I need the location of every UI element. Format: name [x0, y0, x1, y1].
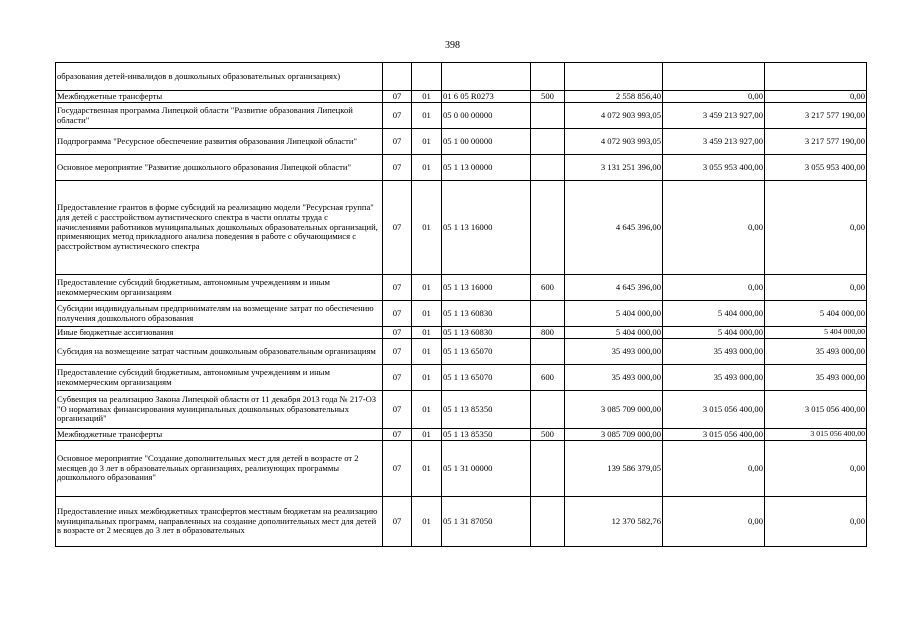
cell-target-code: 05 1 13 65070 [442, 339, 531, 365]
cell-amount-1: 2 558 856,40 [565, 91, 663, 103]
cell-expense-type: 600 [531, 365, 565, 391]
cell-expense-type [531, 339, 565, 365]
cell-amount-2: 3 055 953 400,00 [663, 155, 765, 181]
cell-section: 07 [383, 91, 412, 103]
cell-name: Предоставление субсидий бюджетным, автономным учреждениям и иным некоммерческим организациям [56, 365, 383, 391]
cell-amount-2: 5 404 000,00 [663, 327, 765, 339]
cell-amount-2: 0,00 [663, 181, 765, 275]
cell-amount-1: 12 370 582,76 [565, 497, 663, 547]
cell-target-code: 05 1 13 85350 [442, 429, 531, 441]
cell-subsection: 01 [412, 91, 442, 103]
cell-amount-1: 3 085 709 000,00 [565, 429, 663, 441]
cell-amount-3: 35 493 000,00 [765, 339, 867, 365]
cell-name: Субвенция на реализацию Закона Липецкой области от 11 декабря 2013 года № 217-ОЗ "О нормативах финансирования муниципальных дошкольных образовательных организаций" [56, 391, 383, 429]
cell-name: Межбюджетные трансферты [56, 429, 383, 441]
cell-amount-1: 5 404 000,00 [565, 327, 663, 339]
cell-name: Подпрограмма "Ресурсное обеспечение развития образования Липецкой области" [56, 129, 383, 155]
cell-amount-2: 5 404 000,00 [663, 301, 765, 327]
cell-amount-1: 3 085 709 000,00 [565, 391, 663, 429]
cell-target-code: 05 1 13 00000 [442, 155, 531, 181]
cell-amount-3: 0,00 [765, 497, 867, 547]
cell-subsection: 01 [412, 327, 442, 339]
cell-amount-2: 0,00 [663, 91, 765, 103]
budget-table [55, 62, 867, 547]
cell-amount-2: 3 015 056 400,00 [663, 429, 765, 441]
cell-section: 07 [383, 365, 412, 391]
cell-name: образования детей-инвалидов в дошкольных образовательных организациях) [56, 63, 383, 91]
cell-subsection: 01 [412, 181, 442, 275]
table-row [56, 275, 867, 301]
cell-name: Предоставление субсидий бюджетным, автономным учреждениям и иным некоммерческим организациям [56, 275, 383, 301]
cell-amount-1: 35 493 000,00 [565, 339, 663, 365]
cell-target-code: 05 1 31 00000 [442, 441, 531, 497]
cell-expense-type [531, 129, 565, 155]
cell-name: Основное мероприятие "Развитие дошкольного образования Липецкой области" [56, 155, 383, 181]
cell-amount-3: 0,00 [765, 91, 867, 103]
cell-target-code: 05 1 00 00000 [442, 129, 531, 155]
cell-amount-2: 0,00 [663, 275, 765, 301]
cell-name: Иные бюджетные ассигнования [56, 327, 383, 339]
cell-amount-2: 35 493 000,00 [663, 365, 765, 391]
cell-target-code: 05 1 13 16000 [442, 181, 531, 275]
cell-amount-2: 0,00 [663, 441, 765, 497]
cell-amount-1 [565, 63, 663, 91]
cell-subsection: 01 [412, 339, 442, 365]
table-row [56, 155, 867, 181]
cell-expense-type: 600 [531, 275, 565, 301]
cell-section [383, 63, 412, 91]
table-row [56, 365, 867, 391]
cell-section: 07 [383, 301, 412, 327]
table-row [56, 339, 867, 365]
table-row [56, 103, 867, 129]
table-row [56, 91, 867, 103]
cell-target-code: 05 1 13 85350 [442, 391, 531, 429]
cell-name: Предоставление иных межбюджетных трансфертов местным бюджетам на реализацию муниципальных программ, направленных на создание дополнительных мест для детей в возрасте от 2 месяцев до 3 лет в образовательных [56, 497, 383, 547]
cell-section: 07 [383, 181, 412, 275]
cell-section: 07 [383, 441, 412, 497]
cell-amount-1: 4 072 903 993,05 [565, 129, 663, 155]
cell-amount-2: 3 459 213 927,00 [663, 129, 765, 155]
cell-amount-1: 5 404 000,00 [565, 301, 663, 327]
cell-section: 07 [383, 429, 412, 441]
cell-expense-type [531, 391, 565, 429]
cell-amount-3: 0,00 [765, 181, 867, 275]
cell-name: Межбюджетные трансферты [56, 91, 383, 103]
cell-subsection: 01 [412, 429, 442, 441]
cell-subsection: 01 [412, 497, 442, 547]
cell-amount-1: 4 072 903 993,05 [565, 103, 663, 129]
cell-amount-1: 4 645 396,00 [565, 181, 663, 275]
cell-section: 07 [383, 103, 412, 129]
cell-amount-1: 139 586 379,05 [565, 441, 663, 497]
cell-section: 07 [383, 327, 412, 339]
cell-amount-3: 0,00 [765, 275, 867, 301]
cell-amount-3 [765, 63, 867, 91]
page-number: 398 [445, 40, 460, 51]
cell-amount-3: 3 015 056 400,00 [765, 429, 867, 441]
table-row [56, 391, 867, 429]
cell-name: Основное мероприятие "Создание дополнительных мест для детей в возрасте от 2 месяцев до 3 лет в образовательных организациях, реализующих программы дошкольного образования" [56, 441, 383, 497]
cell-amount-3: 3 217 577 190,00 [765, 103, 867, 129]
table-row [56, 327, 867, 339]
cell-section: 07 [383, 497, 412, 547]
cell-name: Субсидия на возмещение затрат частным дошкольным образовательным организациям [56, 339, 383, 365]
cell-amount-3: 0,00 [765, 441, 867, 497]
cell-amount-3: 3 217 577 190,00 [765, 129, 867, 155]
cell-expense-type: 500 [531, 429, 565, 441]
cell-target-code: 05 1 13 65070 [442, 365, 531, 391]
table-row [56, 301, 867, 327]
cell-subsection: 01 [412, 301, 442, 327]
cell-amount-2: 3 459 213 927,00 [663, 103, 765, 129]
cell-section: 07 [383, 339, 412, 365]
cell-expense-type [531, 301, 565, 327]
cell-amount-3: 5 404 000,00 [765, 327, 867, 339]
cell-amount-2: 35 493 000,00 [663, 339, 765, 365]
cell-target-code: 01 6 05 R0273 [442, 91, 531, 103]
cell-expense-type [531, 181, 565, 275]
table-row [56, 497, 867, 547]
cell-target-code: 05 1 13 16000 [442, 275, 531, 301]
cell-expense-type: 800 [531, 327, 565, 339]
cell-section: 07 [383, 129, 412, 155]
cell-amount-2 [663, 63, 765, 91]
cell-section: 07 [383, 391, 412, 429]
cell-amount-1: 35 493 000,00 [565, 365, 663, 391]
cell-amount-2: 0,00 [663, 497, 765, 547]
cell-target-code: 05 0 00 00000 [442, 103, 531, 129]
table-row [56, 181, 867, 275]
cell-subsection: 01 [412, 129, 442, 155]
cell-name: Государственная программа Липецкой области "Развитие образования Липецкой области" [56, 103, 383, 129]
cell-subsection [412, 63, 442, 91]
cell-subsection: 01 [412, 441, 442, 497]
cell-section: 07 [383, 155, 412, 181]
cell-name: Предоставление грантов в форме субсидий на реализацию модели "Ресурсная группа" для детей с расстройством аутистического спектра в части оплаты труда с начислениями работников муниципальных дошкольных образовательных организаций, применяющих метод прикладного анализа поведения в работе с обучающимися с расстройством аутистического спектра [56, 181, 383, 275]
table-row [56, 63, 867, 91]
cell-amount-2: 3 015 056 400,00 [663, 391, 765, 429]
cell-subsection: 01 [412, 391, 442, 429]
cell-target-code: 05 1 13 60830 [442, 301, 531, 327]
cell-amount-3: 3 015 056 400,00 [765, 391, 867, 429]
cell-expense-type [531, 155, 565, 181]
table-row [56, 441, 867, 497]
table-row [56, 429, 867, 441]
cell-subsection: 01 [412, 365, 442, 391]
cell-expense-type [531, 441, 565, 497]
cell-amount-1: 3 131 251 396,00 [565, 155, 663, 181]
cell-expense-type [531, 103, 565, 129]
table-body [56, 63, 867, 547]
cell-expense-type [531, 497, 565, 547]
cell-amount-1: 4 645 396,00 [565, 275, 663, 301]
cell-name: Субсидии индивидуальным предпринимателям на возмещение затрат по обеспечению получения дошкольного образования [56, 301, 383, 327]
cell-subsection: 01 [412, 103, 442, 129]
cell-amount-3: 5 404 000,00 [765, 301, 867, 327]
cell-target-code [442, 63, 531, 91]
cell-subsection: 01 [412, 155, 442, 181]
cell-section: 07 [383, 275, 412, 301]
cell-expense-type [531, 63, 565, 91]
cell-amount-3: 3 055 953 400,00 [765, 155, 867, 181]
cell-amount-3: 35 493 000,00 [765, 365, 867, 391]
cell-target-code: 05 1 31 87050 [442, 497, 531, 547]
table-row [56, 129, 867, 155]
cell-target-code: 05 1 13 60830 [442, 327, 531, 339]
cell-expense-type: 500 [531, 91, 565, 103]
cell-subsection: 01 [412, 275, 442, 301]
